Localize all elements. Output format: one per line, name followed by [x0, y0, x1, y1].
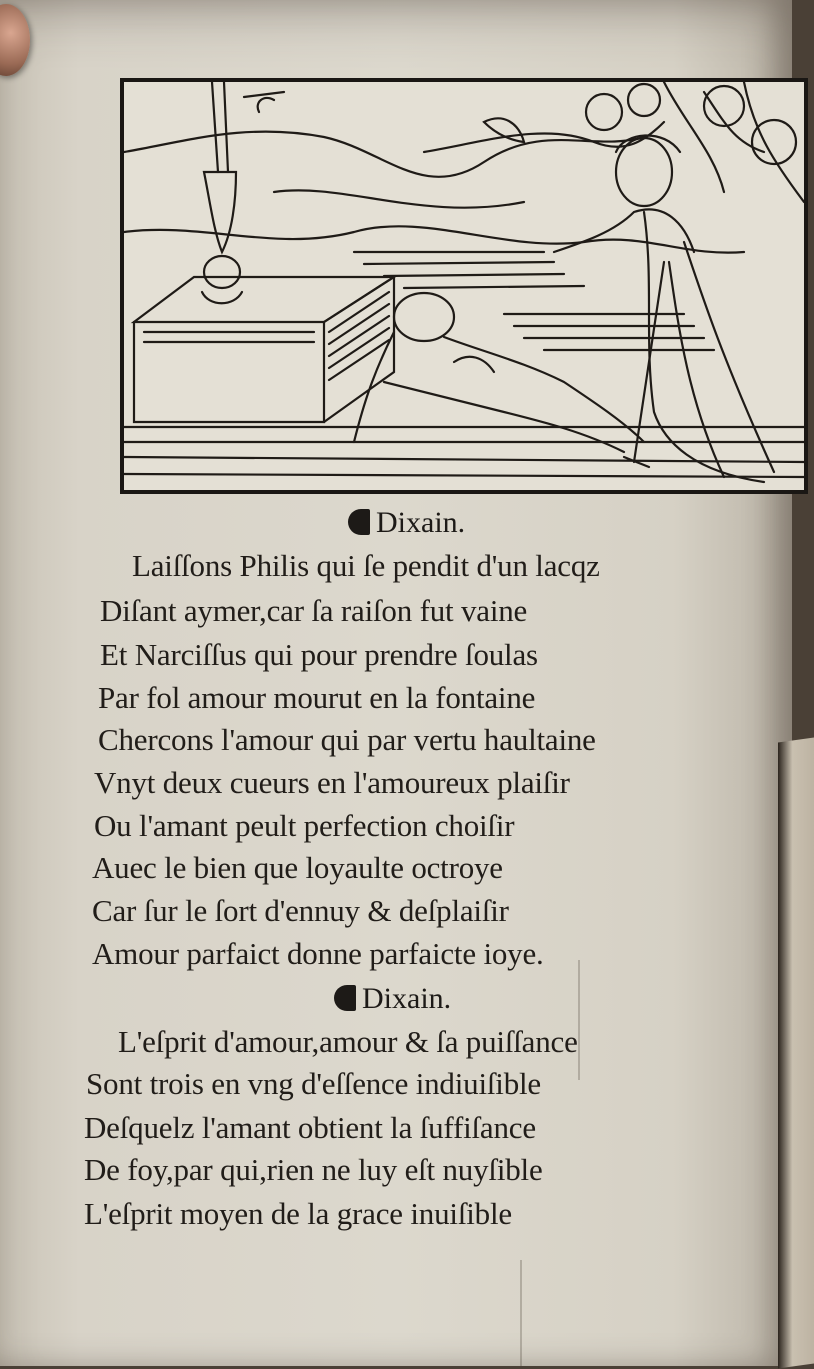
poem-1-line-2: Diſant aymer,car ſa raiſon fut vaine: [100, 593, 528, 628]
pilcrow-icon: [334, 985, 356, 1011]
poem-1-line-9: Car ſur le ſort d'ennuy & deſplaiſir: [92, 893, 509, 928]
paper-crease: [578, 960, 580, 1080]
poem-1-line-4: Par fol amour mourut en la fontaine: [98, 680, 536, 715]
poem-1-line-10: Amour parfaict donne parfaicte ioye.: [92, 936, 544, 971]
pilcrow-icon: [348, 509, 370, 535]
pin-object: [0, 4, 30, 76]
poem-1-line-3: Et Narciſſus qui pour prendre ſoulas: [100, 637, 538, 672]
poem-2-line-3: Deſquelz l'amant obtient la ſuffiſance: [84, 1110, 536, 1145]
poem-2-line-5: L'eſprit moyen de la grace inuiſible: [84, 1196, 512, 1231]
poem-1-line-5: Chercons l'amour qui par vertu haultaine: [98, 722, 596, 757]
poem-2-line-4: De foy,par qui,rien ne luy eſt nuyſible: [84, 1152, 543, 1187]
poem-1-line-8: Auec le bien que loyaulte octroye: [92, 850, 503, 885]
poem-2-heading-text: Dixain.: [362, 982, 452, 1015]
paper-crease: [520, 1260, 522, 1366]
poem-2-line-1: L'eſprit d'amour,amour & ſa puiſſance: [118, 1024, 578, 1059]
poem-1-line-6: Vnyt deux cueurs en l'amoureux plaiſir: [94, 765, 570, 800]
woodcut-illustration: [120, 78, 808, 494]
poem-1-line-7: Ou l'amant peult perfection choiſir: [94, 808, 515, 843]
poem-1-line-1: Laiſſons Philis qui ſe pendit d'un lacqz: [132, 548, 600, 583]
poem-2-line-2: Sont trois en vng d'eſſence indiuiſible: [86, 1066, 541, 1101]
adjacent-page-edge: [778, 737, 814, 1368]
poem-1-heading-text: Dixain.: [376, 506, 466, 539]
woodcut-drawing: [124, 82, 804, 490]
